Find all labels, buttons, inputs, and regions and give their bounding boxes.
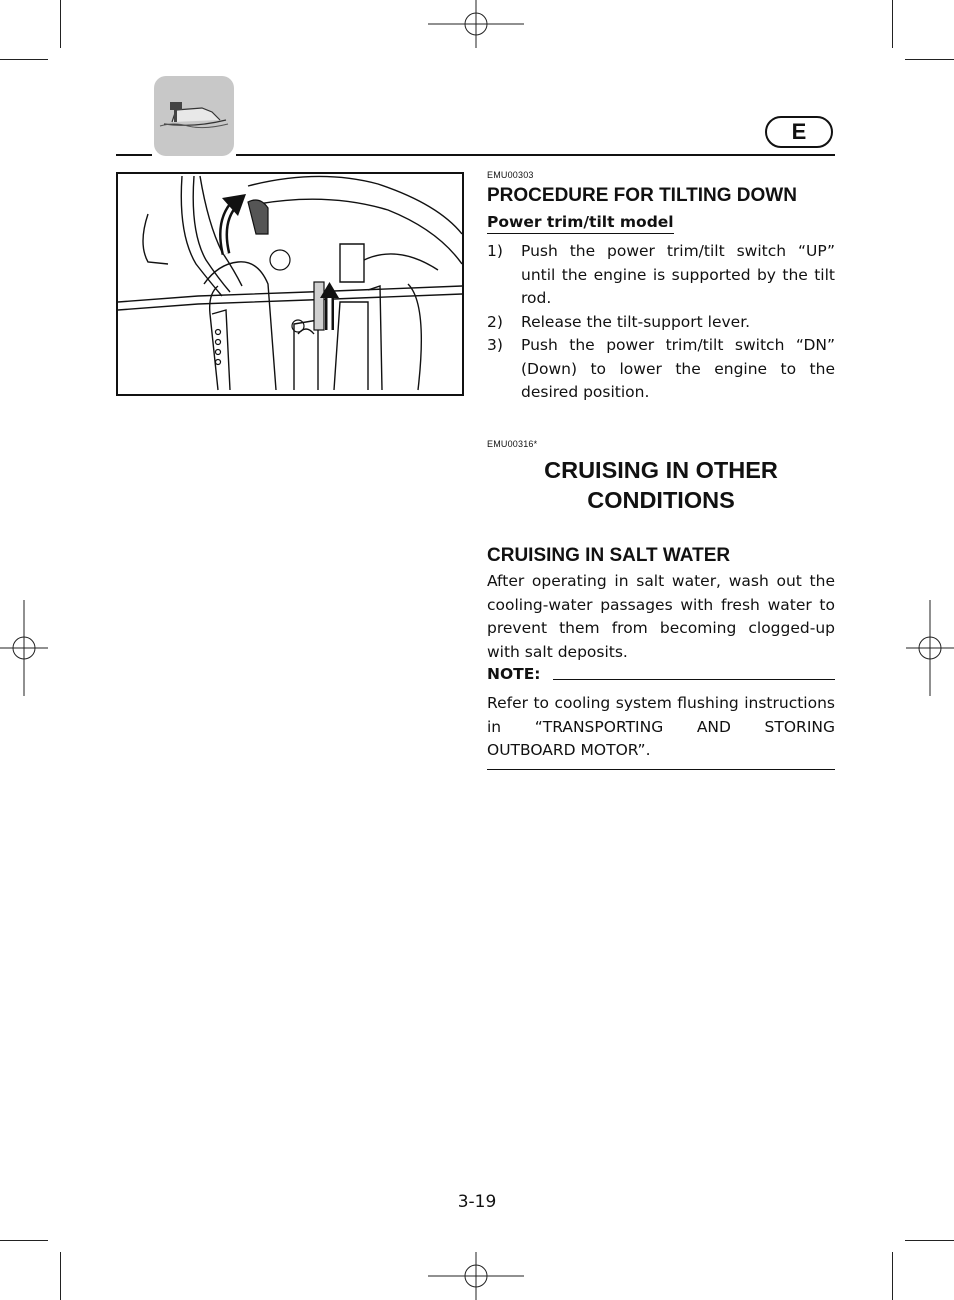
tilt-lever-illustration [118, 174, 462, 394]
registration-mark-bottom [428, 1252, 524, 1300]
step-text: Push the power trim/tilt switch “DN” (Down) to lower the engine to the desired position. [521, 336, 835, 401]
step-text: Release the tilt-support lever. [521, 312, 751, 331]
step-number: 2) [487, 312, 503, 331]
cruising-title-line2: CONDITIONS [587, 487, 735, 513]
list-item [487, 240, 835, 311]
registration-mark-top [428, 0, 524, 48]
section-tab [154, 76, 234, 156]
salt-water-body: After operating in salt water, wash out the cooling-water passages with fresh water to prevent them from becoming clogged-up with salt deposits. [487, 572, 835, 661]
procedure-subtitle: Power trim/tilt model [487, 213, 674, 234]
outboard-boat-icon [154, 76, 234, 156]
step-text: Push the power trim/tilt switch “UP” until the engine is supported by the tilt rod. [521, 242, 835, 307]
list-item [487, 334, 835, 405]
crop-mark [60, 1252, 61, 1300]
header-rule-right [236, 154, 835, 156]
note-body: Refer to cooling system flushing instructions in “TRANSPORTING AND STORING OUTBOARD MOTOR”. [487, 694, 835, 759]
crop-mark [0, 1240, 48, 1241]
procedure-code: EMU00303 [487, 170, 534, 180]
figure-tilt-lever [116, 172, 464, 396]
procedure-subtitle-wrap [487, 212, 835, 234]
page-number: 3-19 [457, 1192, 497, 1212]
note-header [487, 665, 835, 683]
crop-mark [60, 0, 61, 48]
note-label: NOTE: [487, 665, 541, 683]
step-number: 3) [487, 336, 503, 354]
crop-mark [892, 0, 893, 48]
step-number: 1) [487, 242, 503, 260]
registration-mark-left [0, 600, 48, 696]
procedure-steps [487, 240, 835, 405]
crop-mark [892, 1252, 893, 1300]
list-item [487, 311, 835, 335]
salt-water-heading: CRUISING IN SALT WATER [487, 545, 731, 566]
cruising-title-line1: CRUISING IN OTHER [544, 457, 778, 483]
registration-mark-right [906, 600, 954, 696]
crop-mark [0, 59, 48, 60]
note-end-rule [487, 769, 835, 770]
procedure-title: PROCEDURE FOR TILTING DOWN [487, 185, 797, 206]
cruising-title [487, 455, 835, 515]
crop-mark [905, 1240, 954, 1241]
note-rule [553, 679, 835, 680]
cruising-code: EMU00316* [487, 439, 538, 449]
language-badge: E [765, 116, 833, 148]
crop-mark [905, 59, 954, 60]
header-rule-left [116, 154, 152, 156]
